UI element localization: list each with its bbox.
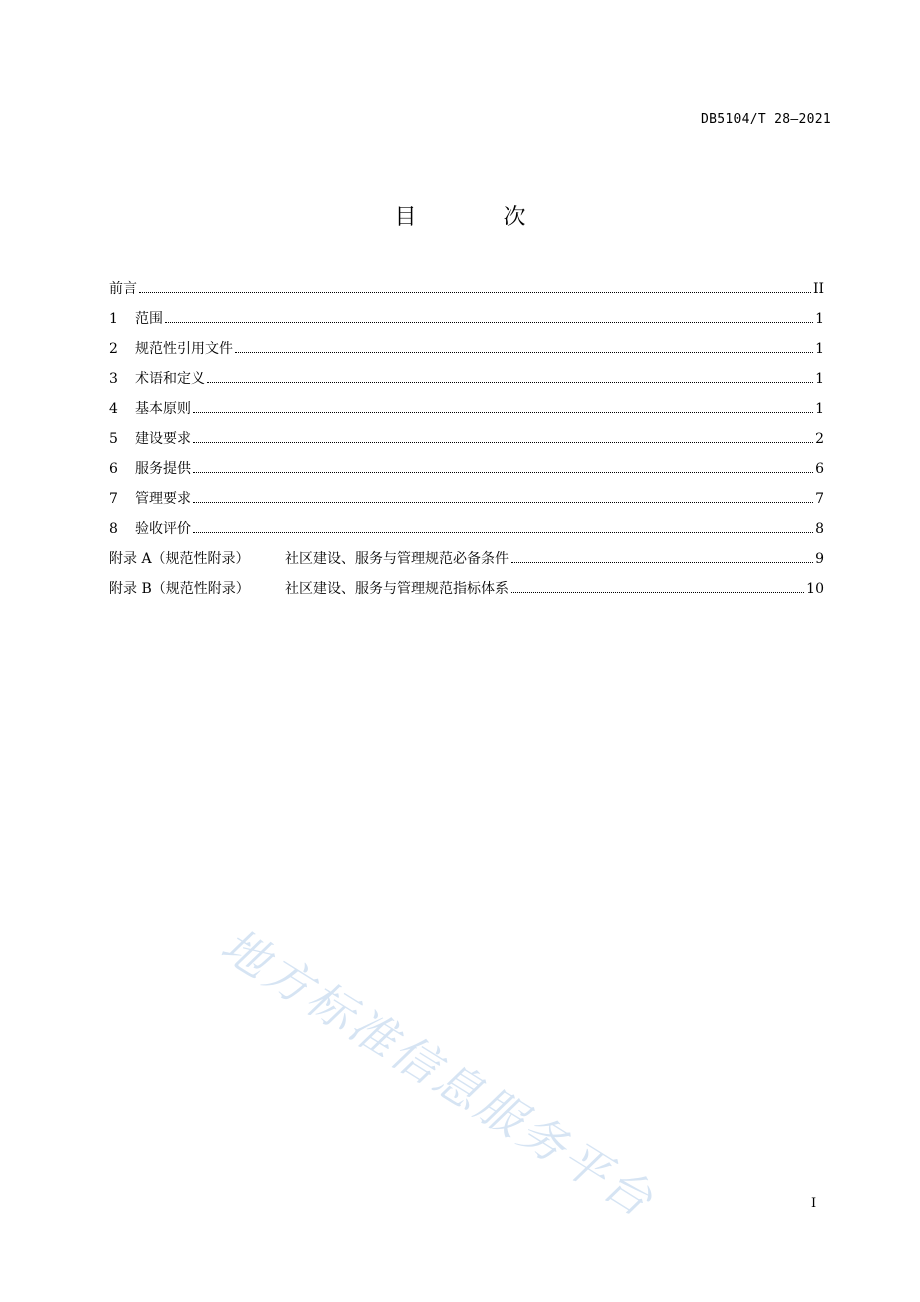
toc-appendix-label: 附录 A（规范性附录） xyxy=(109,551,250,567)
toc-leader xyxy=(193,441,813,443)
toc-entry-page: 1 xyxy=(815,371,824,387)
toc-entry-6[interactable] xyxy=(109,458,824,488)
toc-entry-appendix-b[interactable] xyxy=(109,578,824,608)
toc-entry-number: 7 xyxy=(109,491,118,507)
toc-leader xyxy=(193,471,813,473)
toc-leader xyxy=(193,531,813,533)
toc-entry-page: 6 xyxy=(815,461,824,477)
toc-entry-title: 服务提供 xyxy=(135,461,191,477)
toc-entry-page: 9 xyxy=(815,551,824,567)
toc-entry-page: 1 xyxy=(815,311,824,327)
document-code: DB5104/T 28—2021 xyxy=(700,112,831,127)
toc-entry-page: 7 xyxy=(815,491,824,507)
toc-entry-page: 1 xyxy=(815,341,824,357)
toc-entry-title: 验收评价 xyxy=(135,521,191,537)
toc-entry-7[interactable] xyxy=(109,488,824,518)
toc-entry-title: 基本原则 xyxy=(135,401,191,417)
toc-leader xyxy=(139,291,811,293)
toc-entry-number: 4 xyxy=(109,401,118,417)
toc-leader xyxy=(207,381,813,383)
toc-entry-4[interactable] xyxy=(109,398,824,428)
toc-leader xyxy=(511,591,804,593)
toc-entry-page: 8 xyxy=(815,521,824,537)
toc-entry-page: 2 xyxy=(815,431,824,447)
toc-entry-title: 社区建设、服务与管理规范指标体系 xyxy=(285,581,509,597)
toc-entry-title: 建设要求 xyxy=(135,431,191,447)
toc-leader xyxy=(165,321,813,323)
toc-entry-number: 1 xyxy=(109,311,118,327)
page-number: I xyxy=(811,1196,817,1211)
toc-entry-appendix-a[interactable] xyxy=(109,548,824,578)
toc-entry-number: 3 xyxy=(109,371,118,387)
toc-entry-title: 管理要求 xyxy=(135,491,191,507)
toc-leader xyxy=(193,501,813,503)
toc-entry-page: 1 xyxy=(815,401,824,417)
toc-entry-1[interactable] xyxy=(109,308,824,338)
toc-list xyxy=(109,278,824,608)
toc-title: 目 次 xyxy=(394,205,566,230)
toc-leader xyxy=(511,561,813,563)
toc-entry-title: 范围 xyxy=(135,311,163,327)
toc-appendix-label: 附录 B（规范性附录） xyxy=(109,581,250,597)
toc-entry-2[interactable] xyxy=(109,338,824,368)
toc-entry-5[interactable] xyxy=(109,428,824,458)
toc-entry-foreword[interactable] xyxy=(109,278,824,308)
toc-entry-3[interactable] xyxy=(109,368,824,398)
toc-entry-page: II xyxy=(812,281,824,297)
toc-entry-number: 5 xyxy=(109,431,118,447)
toc-entry-title: 术语和定义 xyxy=(135,371,205,387)
toc-entry-title: 规范性引用文件 xyxy=(135,341,233,357)
toc-entry-number: 6 xyxy=(109,461,118,477)
toc-entry-title: 前言 xyxy=(109,281,137,297)
toc-leader xyxy=(235,351,813,353)
toc-entry-8[interactable] xyxy=(109,518,824,548)
toc-leader xyxy=(193,411,813,413)
toc-entry-number: 8 xyxy=(109,521,118,537)
toc-entry-number: 2 xyxy=(109,341,118,357)
toc-entry-page: 10 xyxy=(806,581,824,597)
toc-entry-title: 社区建设、服务与管理规范必备条件 xyxy=(285,551,509,567)
watermark: 地方标准信息服务平台 xyxy=(212,917,665,1229)
